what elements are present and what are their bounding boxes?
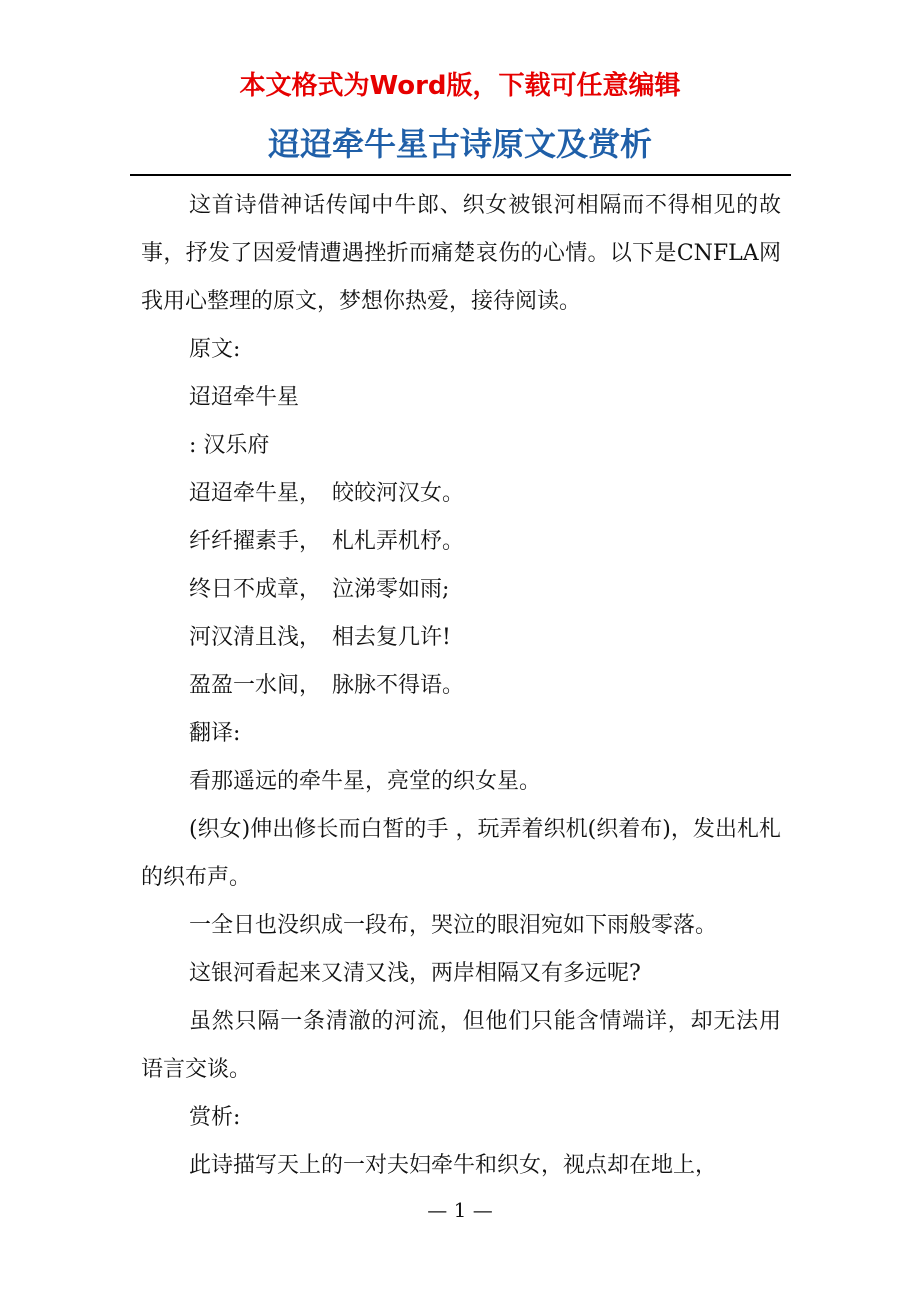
appreciation-paragraph: 此诗描写天上的一对夫妇牵牛和织女，视点却在地上， [189, 1153, 718, 1178]
translation-paragraph: 一全日也没织成一段布，哭泣的眼泪宛如下雨般零落。 [189, 913, 718, 938]
intro-paragraph: 这首诗借神话传闻中牛郎、织女被银河相隔而不得相见的故事，抒发了因爱情遭遇挫折而痛楚哀伤的心情。以下是CNFLA网我用心整理的原文，梦想你热爱，接待阅读。 [141, 193, 781, 314]
page-number: — 1 — [427, 1198, 493, 1222]
title-divider [130, 174, 791, 176]
document-body [141, 182, 781, 1190]
translation-paragraph: 看那遥远的牵牛星，亮堂的织女星。 [189, 769, 542, 794]
section-heading-appreciation: 赏析: [189, 1105, 241, 1130]
poem-line: 纤纤擢素手， 札札弄机杼。 [189, 529, 465, 554]
poem-line: 终日不成章， 泣涕零如雨; [189, 577, 450, 602]
translation-paragraph: (织女)伸出修长而白皙的手 ，玩弄着织机(织着布)，发出札札的织布声。 [141, 817, 781, 890]
poem-line: 迢迢牵牛星， 皎皎河汉女。 [189, 481, 465, 506]
translation-paragraph: 虽然只隔一条清澈的河流，但他们只能含情端详，却无法用语言交谈。 [141, 1009, 781, 1082]
translation-paragraph: 这银河看起来又清又浅，两岸相隔又有多远呢? [189, 961, 641, 986]
poem-line: 盈盈一水间， 脉脉不得语。 [189, 673, 465, 698]
poem-author: : 汉乐府 [189, 433, 270, 458]
section-heading-original: 原文: [189, 337, 241, 362]
download-banner: 本文格式为Word版，下载可任意编辑 [239, 71, 681, 101]
page-title: 迢迢牵牛星古诗原文及赏析 [267, 125, 652, 163]
poem-title: 迢迢牵牛星 [189, 385, 300, 410]
poem-line: 河汉清且浅， 相去复几许! [189, 625, 451, 650]
section-heading-translation: 翻译: [189, 721, 241, 746]
